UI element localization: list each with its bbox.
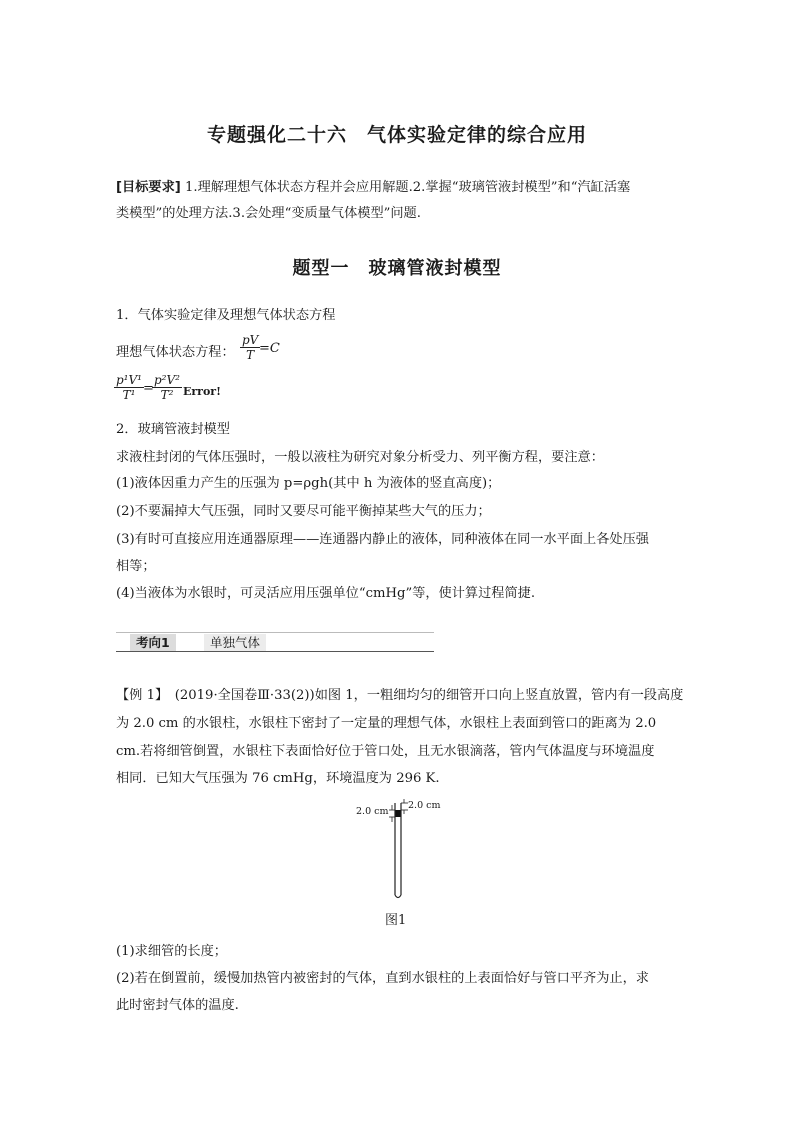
tag-top-rule	[116, 632, 434, 633]
item-1-heading: 1．气体实验定律及理想气体状态方程	[116, 308, 336, 323]
paragraph-intro: 求液柱封闭的气体压强时，一般以液柱为研究对象分析受力、列平衡方程，要注意：	[116, 450, 604, 465]
paragraph-point-1: (1)液体因重力产生的压强为 p=ρgh(其中 h 为液体的竖直高度)；	[116, 476, 501, 491]
mercury-column	[396, 810, 401, 817]
paragraph-point-2: (2)不要漏掉大气压强，同时又要尽可能平衡掉某些大气的压力；	[116, 504, 491, 519]
topic-tag-number: 考向1	[130, 634, 176, 651]
question-2a: (2)若在倒置前，缓慢加热管内被密封的气体，直到水银柱的上表面恰好与管口平齐为止，求	[116, 971, 649, 986]
equation-left-fraction	[114, 373, 144, 402]
ideal-gas-denominator: T	[246, 348, 255, 362]
topic-tag-bar	[116, 632, 434, 652]
tag-bottom-rule	[116, 651, 434, 652]
equation-error-text: Error!	[183, 385, 221, 398]
paragraph-point-4: (4)当液体为水银时，可灵活应用压强单位“cmHg”等，使计算过程简捷.	[116, 586, 536, 601]
ideal-gas-rhs: =C	[259, 341, 280, 356]
goals-tag: [目标要求]	[116, 180, 181, 195]
example-line-3: cm.若将细管倒置，水银柱下表面恰好位于管口处，且无水银滴落，管内气体温度与环境温度	[116, 744, 655, 759]
paragraph-point-3b: 相等；	[116, 559, 156, 574]
goals-line-1	[116, 176, 630, 195]
item-2-heading: 2．玻璃管液封模型	[116, 422, 230, 437]
example-line-1: 【例 1】 (2019·全国卷Ⅲ·33(2))如图 1，一粗细均匀的细管开口向上竖直放置，管内有一段高度	[116, 688, 684, 703]
figure-1	[340, 795, 460, 930]
question-1: (1)求细管的长度；	[116, 944, 227, 959]
equation-left-numerator: p¹V¹	[116, 373, 142, 387]
example-line-2: 为 2.0 cm 的水银柱，水银柱下密封了一定量的理想气体，水银柱上表面到管口的距离为 2.0	[116, 716, 657, 731]
figure-label-left: 2.0 cm	[356, 806, 389, 817]
example-line-4: 相同．已知大气压强为 76 cmHg，环境温度为 296 K.	[116, 771, 440, 786]
figure-caption: 图1	[385, 913, 407, 928]
equation-equals: =	[143, 381, 154, 396]
goals-line-2: 类模型”的处理方法.3.会处理“变质量气体模型”问题.	[116, 206, 421, 221]
equation-right-denominator: T²	[160, 388, 174, 402]
paragraph-point-3a: (3)有时可直接应用连通器原理——连通器内静止的液体，同种液体在同一水平面上各处压强	[116, 532, 649, 547]
ideal-gas-fraction	[240, 333, 260, 362]
page-title: 专题强化二十六 气体实验定律的综合应用	[206, 124, 587, 146]
section-title: 题型一 玻璃管液封模型	[292, 258, 502, 279]
question-2b: 此时密封气体的温度.	[116, 998, 239, 1013]
equation-right-numerator: p²V²	[154, 373, 180, 387]
equation-right-fraction	[152, 373, 182, 402]
ideal-gas-label: 理想气体状态方程：	[116, 345, 235, 360]
figure-label-right: 2.0 cm	[408, 800, 441, 811]
topic-tag-label: 单独气体	[204, 634, 266, 651]
ideal-gas-numerator: pV	[242, 333, 259, 347]
goals-text-1: 1.理解理想气体状态方程并会应用解题.2.掌握“玻璃管液封模型”和“汽缸活塞	[185, 180, 631, 195]
equation-left-denominator: T¹	[122, 388, 136, 402]
